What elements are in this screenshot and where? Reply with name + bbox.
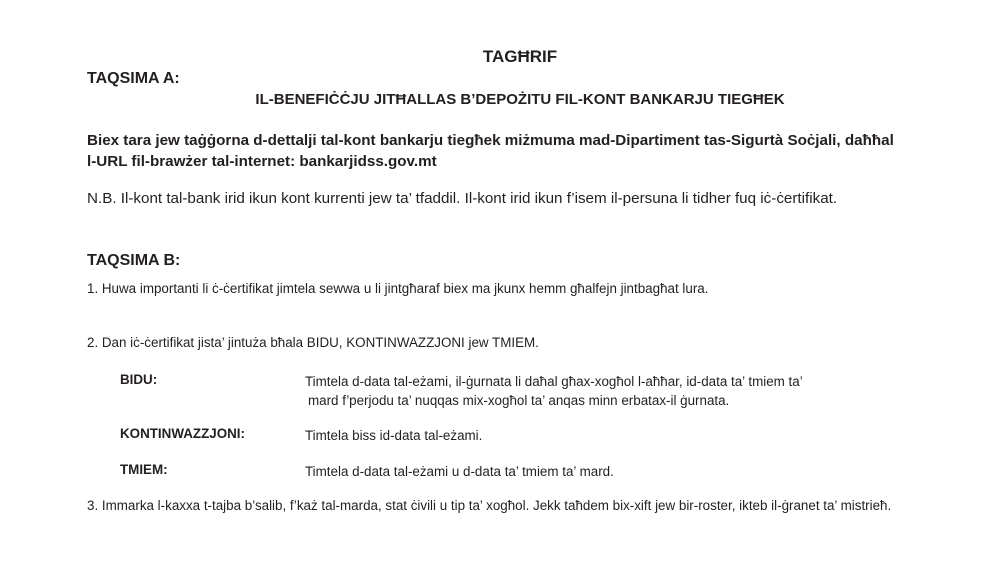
definition-text-bidu [305,372,803,410]
definition-text-kontinwazzjoni [305,426,482,445]
page-title: TAGĦRIF [482,47,558,66]
section-a-subtitle: IL-BENEFIĊĊJU JITĦALLAS B’DEPOŻITU FIL-KONT BANKARJU TIEGĦEK [255,91,785,108]
definition-text-tmiem [305,462,614,481]
section-a-heading: TAQSIMA A: [87,70,180,87]
list-item-1: 1. Huwa importanti li ċ-ċertifikat jimtela sewwa u li jintgħaraf biex ma jkunx hemm għalfejn jintbagħat lura. [87,281,709,296]
definition-line: Timtela d-data tal-eżami u d-data ta’ tmiem ta’ mard. [305,464,614,479]
section-a-note: N.B. Il-kont tal-bank irid ikun kont kurrenti jew ta’ tfaddil. Il-kont irid ikun f’isem il-persuna li tidher fuq iċ-ċertifikat. [87,190,838,207]
instruction-line: Biex tara jew taġġorna d-dettalji tal-kont bankarju tiegħek miżmuma mad-Dipartiment tas-Sigurtà Soċjali, daħħal [87,132,894,149]
list-item-3: 3. Immarka l-kaxxa t-tajba b’salib, f’każ tal-marda, stat ċivili u tip ta’ xogħol. Jekk taħdem bix-xift jew bir-roster, ikteb il-ġranet ta’ mistrieħ. [87,498,892,513]
definition-line: Timtela d-data tal-eżami, il-ġurnata li daħal għax-xogħol l-aħħar, id-data ta’ tmiem ta’ [305,374,803,389]
list-item-2: 2. Dan iċ-ċertifikat jista’ jintuża bħala BIDU, KONTINWAZZJONI jew TMIEM. [87,335,539,350]
section-b-heading: TAQSIMA B: [87,252,181,269]
definition-term-kontinwazzjoni: KONTINWAZZJONI: [120,426,245,441]
instruction-line: l-URL fil-brawżer tal-internet: bankarjidss.gov.mt [87,153,437,170]
definition-line: mard f’perjodu ta’ nuqqas mix-xogħol ta’ anqas minn erbatax-il ġurnata. [308,393,730,408]
section-a-instruction [87,130,894,172]
definition-term-tmiem: TMIEM: [120,462,168,477]
definition-line: Timtela biss id-data tal-eżami. [305,428,483,443]
definition-term-bidu: BIDU: [120,372,158,387]
